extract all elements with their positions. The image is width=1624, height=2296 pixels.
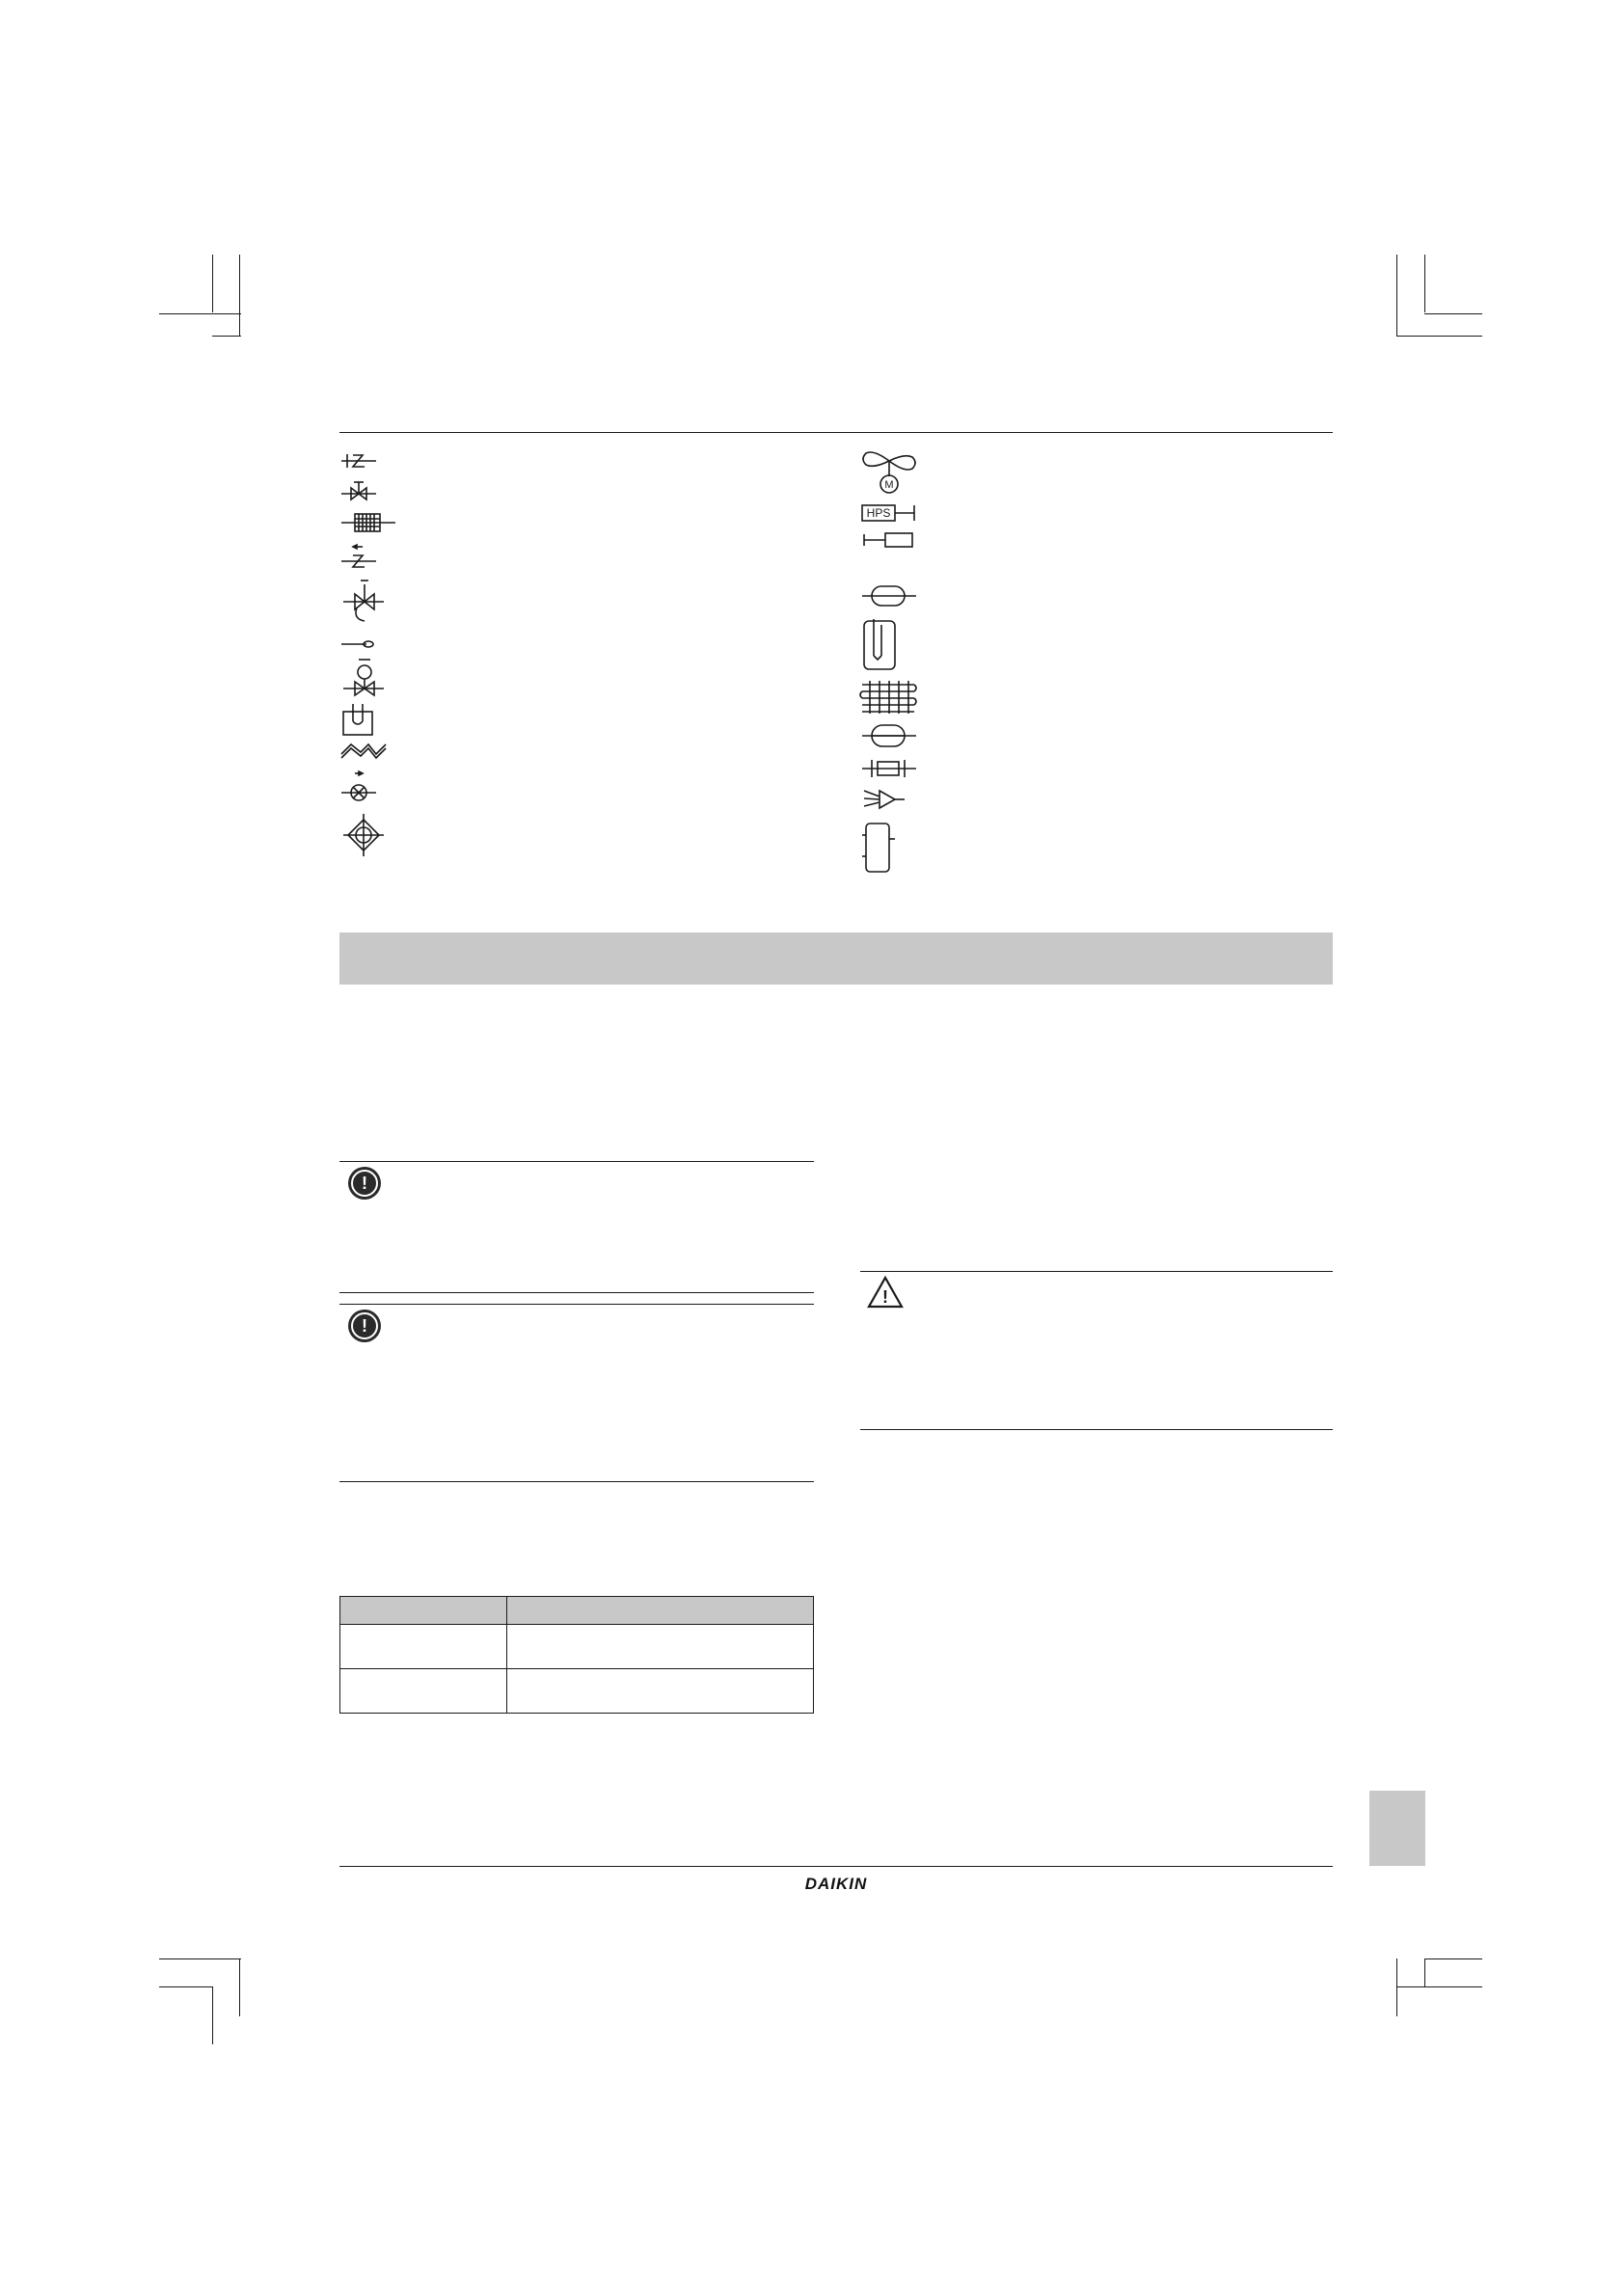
table-row (340, 1669, 814, 1714)
notice-2-bottom-rule (339, 1481, 814, 1482)
table-header-row (340, 1597, 814, 1625)
distributor-icon (860, 785, 908, 814)
brand-logo: DAIKIN (804, 1875, 868, 1893)
table-header-cell (507, 1597, 814, 1625)
flexible-pipe-icon (339, 743, 388, 764)
expansion-valve-icon (339, 770, 378, 804)
check-valve-icon (339, 451, 378, 471)
caution-triangle-icon (866, 1275, 905, 1310)
fan-motor-icon (860, 447, 918, 498)
sensor-icon (860, 530, 918, 550)
solenoid-valve-icon (339, 656, 388, 698)
svg-text:!: ! (882, 1287, 888, 1307)
capillary-tube-icon (339, 636, 378, 652)
notice-2-top-rule (339, 1304, 814, 1305)
heat-exchanger-icon (860, 681, 918, 714)
table-cell (507, 1669, 814, 1714)
caution-top-rule (860, 1271, 1333, 1272)
receiver-icon (860, 582, 918, 609)
accumulator-icon (860, 617, 903, 673)
chapter-tab (1369, 1791, 1425, 1866)
notice-1-top-rule (339, 1161, 814, 1162)
section-heading-band (339, 932, 1333, 985)
oil-separator-icon (860, 721, 918, 750)
svg-text:M: M (884, 479, 894, 491)
table-cell (340, 1669, 507, 1714)
check-valve-flow-icon (339, 542, 378, 571)
table-cell (507, 1625, 814, 1669)
header-rule (339, 432, 1333, 433)
compressor-icon (860, 818, 899, 876)
footer-rule (339, 1866, 1333, 1867)
notice-icon: ! (348, 1167, 381, 1200)
muffler-icon (339, 702, 378, 737)
service-port-valve-icon (339, 478, 378, 503)
table-cell (340, 1625, 507, 1669)
spec-table (339, 1596, 814, 1714)
table-header-cell (340, 1597, 507, 1625)
notice-1-bottom-rule (339, 1292, 814, 1293)
sight-glass-icon (339, 808, 388, 862)
caution-bottom-rule (860, 1429, 1333, 1430)
table-row (340, 1625, 814, 1669)
fusible-plug-icon (860, 756, 918, 781)
four-way-valve-icon (339, 577, 388, 625)
hps-label: HPS (866, 506, 891, 520)
notice-icon: ! (348, 1310, 381, 1342)
filter-icon (339, 511, 397, 534)
